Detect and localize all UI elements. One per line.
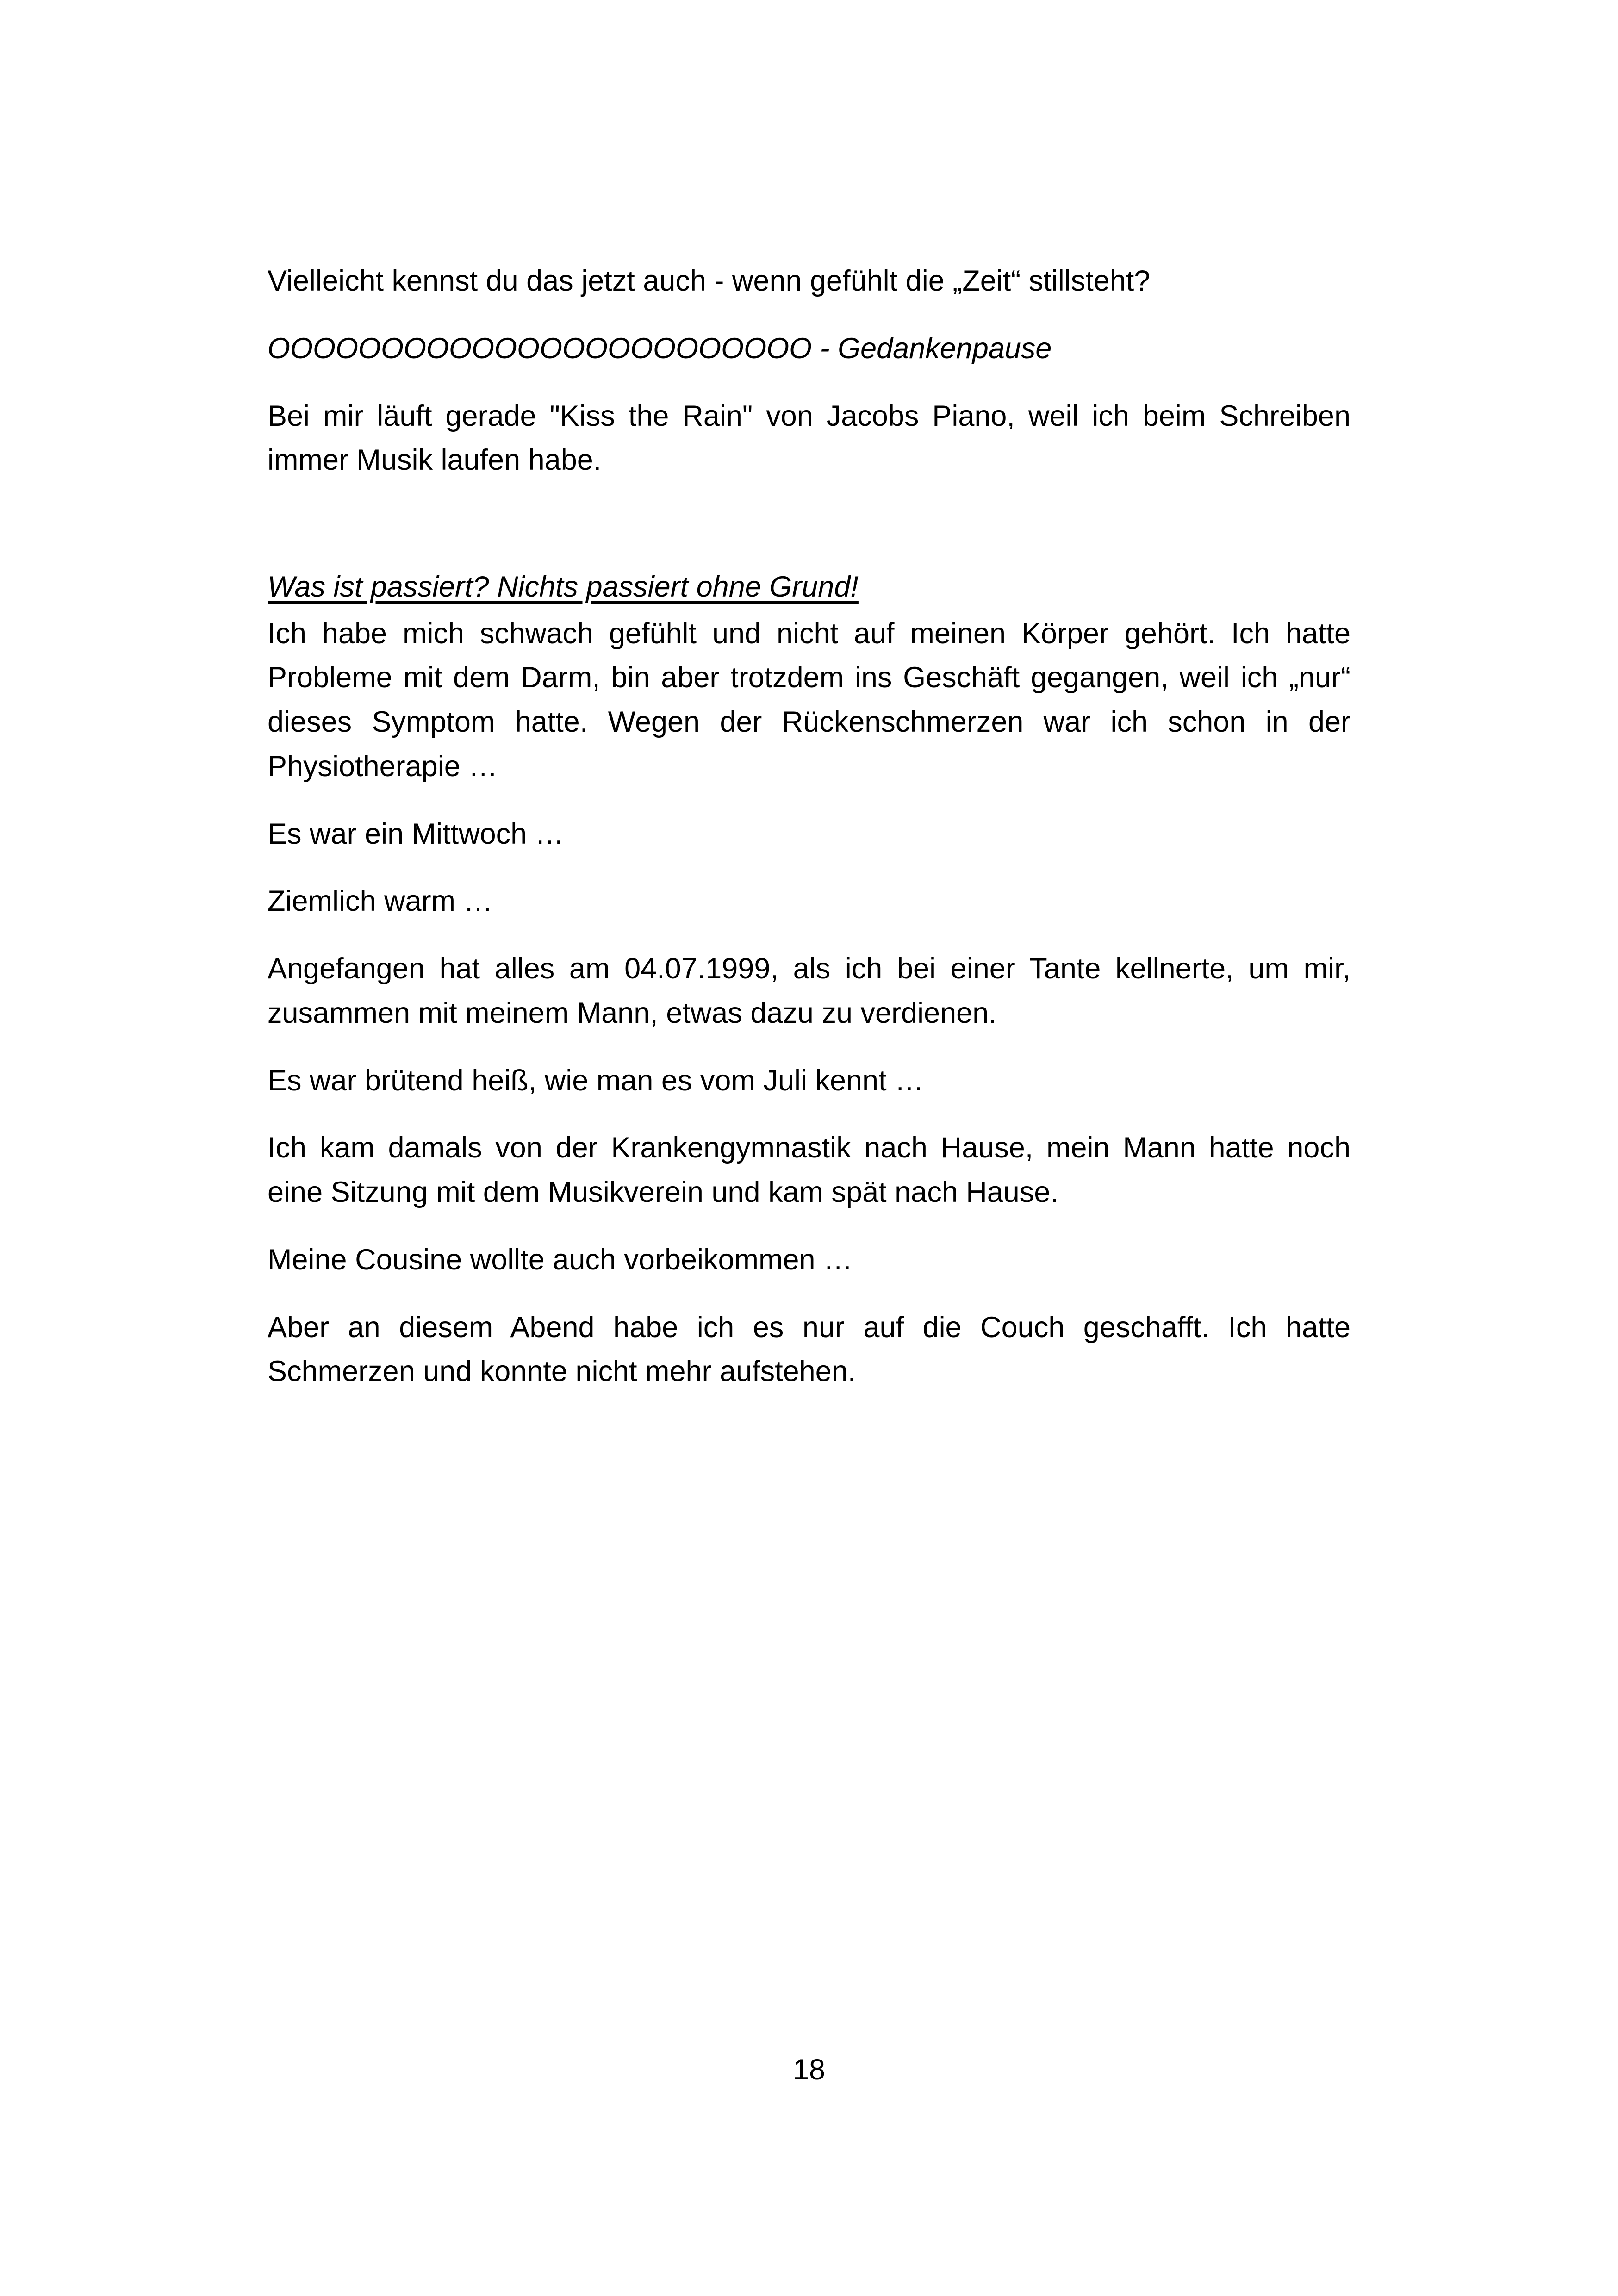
paragraph-symptoms: Ich habe mich schwach gefühlt und nicht auf meinen Körper gehört. Ich hatte Probleme mit dem Darm, bin aber trotzdem ins Geschäft gegangen, weil ich „nur“ dieses Symptom hatte. Wegen der Rückenschmerzen war ich schon in der Physiotherapie … (268, 617, 1350, 783)
section-heading-was-ist-passiert: Was ist passiert? Nichts passiert ohne Grund! (268, 571, 859, 603)
paragraph-bruetend-heiss: Es war brütend heiß, wie man es vom Juli kennt … (268, 1064, 924, 1097)
paragraph-krankengymnastik: Ich kam damals von der Krankengymnastik nach Hause, mein Mann hatte noch eine Sitzung mit dem Musikverein und kam spät nach Hause. (268, 1132, 1350, 1208)
paragraph-music-note: Bei mir läuft gerade "Kiss the Rain" von Jacobs Piano, weil ich beim Schreiben immer Musik laufen habe. (268, 399, 1350, 477)
section-spacer (268, 506, 1350, 565)
page-body (268, 259, 1350, 1417)
paragraph-couch-schmerzen: Aber an diesem Abend habe ich es nur auf die Couch geschafft. Ich hatte Schmerzen und konnte nicht mehr aufstehen. (268, 1311, 1350, 1388)
paragraph-angefangen-1999: Angefangen hat alles am 04.07.1999, als ich bei einer Tante kellnerte, um mir, zusammen mit meinem Mann, etwas dazu zu verdienen. (268, 952, 1350, 1029)
page-number: 18 (792, 2053, 826, 2086)
paragraph-intro-question: Vielleicht kennst du das jetzt auch - wenn gefühlt die „Zeit“ stillsteht? (268, 265, 1151, 297)
paragraph-ziemlich-warm: Ziemlich warm … (268, 885, 493, 918)
paragraph-thought-pause: OOOOOOOOOOOOOOOOOOOOOOOO - Gedankenpause (268, 332, 1052, 365)
paragraph-cousine: Meine Cousine wollte auch vorbeikommen … (268, 1243, 853, 1276)
paragraph-mittwoch: Es war ein Mittwoch … (268, 817, 564, 850)
